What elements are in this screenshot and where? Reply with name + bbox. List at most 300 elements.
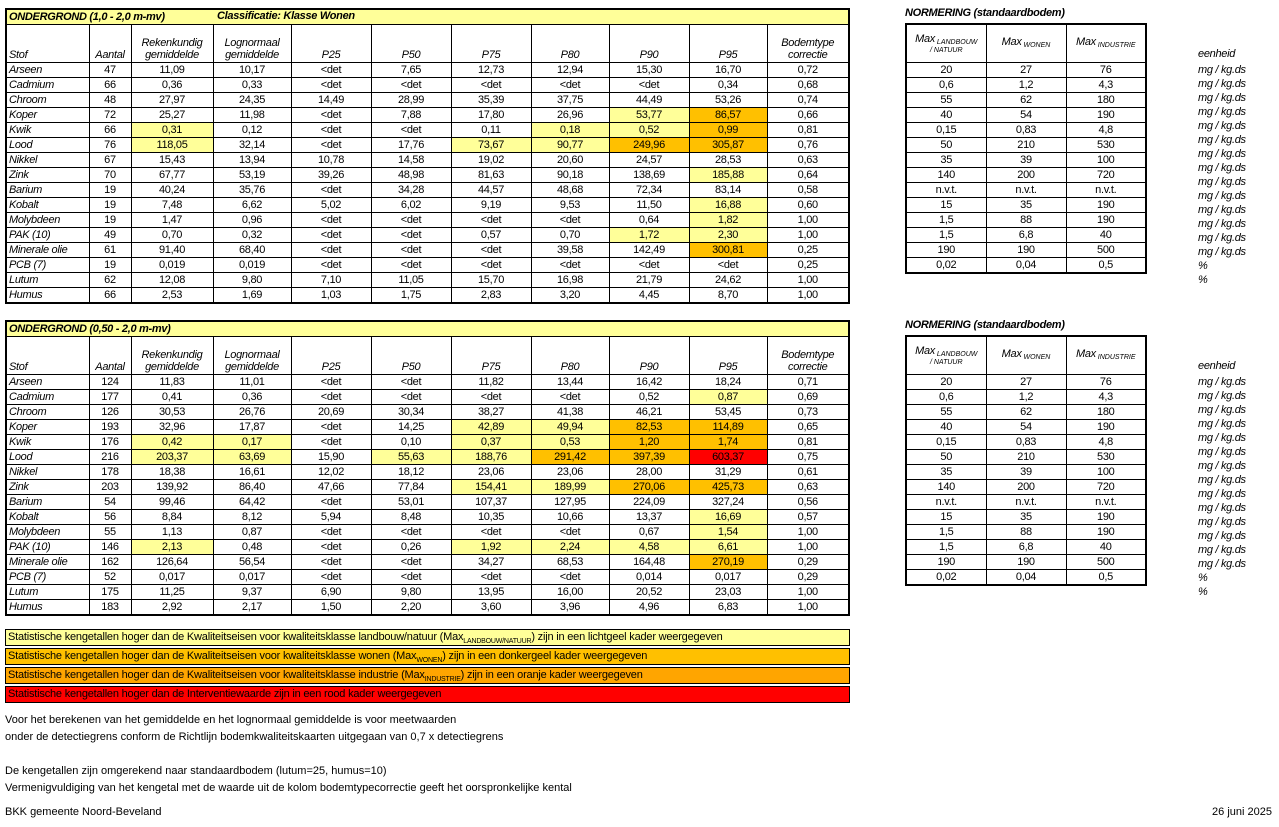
value-cell: 126,64 [131,555,213,570]
normering-value-cell: 35 [906,465,986,480]
value-cell: 1,20 [609,435,689,450]
table-row-minerale-olie [6,555,849,570]
value-cell: 0,10 [371,435,451,450]
column-header-row [6,337,849,375]
normering-column-header-wonen [986,24,1066,63]
value-cell: 0,87 [213,525,291,540]
column-header-p95: P95 [689,25,767,63]
value-cell: 18,12 [371,465,451,480]
value-cell: 11,09 [131,63,213,78]
stof-cell: Humus [6,288,89,304]
normering-value-cell: 0,02 [906,258,986,274]
stof-cell: Minerale olie [6,555,89,570]
value-cell: 1,69 [213,288,291,304]
value-cell: 0,87 [689,390,767,405]
value-cell: 41,38 [531,405,609,420]
unit-value: mg / kg.ds [1198,232,1246,244]
value-cell: 91,40 [131,243,213,258]
value-cell: <det [291,228,371,243]
table-row-zink [6,168,849,183]
normering-row [906,435,1146,450]
value-cell: 49,94 [531,420,609,435]
normering-value-cell: 4,3 [1066,390,1146,405]
value-cell: 0,017 [131,570,213,585]
max-label: Max [1075,36,1096,48]
value-cell: 0,41 [131,390,213,405]
value-cell: 0,53 [531,435,609,450]
value-cell: 17,87 [213,420,291,435]
normering-value-cell: 50 [906,138,986,153]
eenheid-label: eenheid [1198,360,1236,372]
value-cell: 34,27 [451,555,531,570]
normering-value-cell: 0,83 [986,435,1066,450]
value-cell: 39,58 [531,243,609,258]
value-cell: 185,88 [689,168,767,183]
value-cell: 11,50 [609,198,689,213]
stof-cell: Lood [6,138,89,153]
value-cell: 28,99 [371,93,451,108]
value-cell: 23,06 [451,465,531,480]
table-row-lutum [6,273,849,288]
value-cell: 12,02 [291,465,371,480]
normering-value-cell: 39 [986,465,1066,480]
value-cell: <det [291,540,371,555]
normering-value-cell: 40 [906,108,986,123]
legend-subscript: INDUSTRIE [424,676,461,684]
value-cell: 21,79 [609,273,689,288]
value-cell: 55,63 [371,450,451,465]
max-subscript: LANDBOUW [934,350,978,358]
value-cell: 11,98 [213,108,291,123]
legend-row: Statistische kengetallen hoger dan de Interventiewaarde zijn in een rood kader weergegeven [5,686,850,703]
value-cell: 0,52 [609,390,689,405]
value-cell: 162 [89,555,131,570]
stof-cell: Kobalt [6,198,89,213]
value-cell: 48 [89,93,131,108]
footnotes [5,712,572,797]
table-title-cell [6,321,849,337]
column-header-p50: P50 [371,337,451,375]
table-row-koper [6,420,849,435]
value-cell: 12,94 [531,63,609,78]
value-cell: 9,53 [531,198,609,213]
value-cell: 0,73 [767,405,849,420]
table-row-molybdeen [6,213,849,228]
stof-cell: Nikkel [6,465,89,480]
value-cell: 4,96 [609,600,689,616]
value-cell: 13,94 [213,153,291,168]
column-header-stof: Stof [6,25,89,63]
value-cell: 8,48 [371,510,451,525]
value-cell: 1,00 [767,600,849,616]
table-row-chroom [6,93,849,108]
value-cell: 14,58 [371,153,451,168]
value-cell: 2,53 [131,288,213,304]
value-cell: <det [451,78,531,93]
legend-subscript: LANDBOUW/NATUUR [463,638,532,646]
value-cell: 0,29 [767,570,849,585]
value-cell: 66 [89,123,131,138]
value-cell: <det [291,213,371,228]
value-cell: <det [291,555,371,570]
table-row-molybdeen [6,525,849,540]
value-cell: 0,34 [689,78,767,93]
normering-value-cell: 190 [906,555,986,570]
legend-row: Statistische kengetallen hoger dan de Kwaliteitseisen voor kwaliteitsklasse landbouw/natuur (Max$_{LANDBOUW/NATUUR}$) zijn in een lichtgeel kader weergegeven [5,629,850,646]
normering-row [906,375,1146,390]
value-cell: <det [689,258,767,273]
value-cell: 327,24 [689,495,767,510]
footnote-line: Voor het berekenen van het gemiddelde en het lognormaal gemiddelde is voor meetwaarden [5,714,457,726]
normering-row [906,123,1146,138]
value-cell: 0,12 [213,123,291,138]
value-cell: 44,49 [609,93,689,108]
stof-cell: Molybdeen [6,525,89,540]
footnote-line: De kengetallen zijn omgerekend naar standaardbodem (lutum=25, humus=10) [5,765,387,777]
value-cell: 61 [89,243,131,258]
normering-row [906,405,1146,420]
value-cell: 18,24 [689,375,767,390]
value-cell: 0,26 [371,540,451,555]
table-row-pak-10 [6,228,849,243]
value-cell: 124 [89,375,131,390]
value-cell: 183 [89,600,131,616]
value-cell: 67 [89,153,131,168]
table-row-kwik [6,123,849,138]
value-cell: 6,61 [689,540,767,555]
normering-title-2: NORMERING (standaardbodem) [905,319,1065,331]
normering-value-cell: n.v.t. [1066,495,1146,510]
max-label: Max [915,32,935,45]
value-cell: 54 [89,495,131,510]
value-cell: 5,94 [291,510,371,525]
normering-value-cell: 54 [986,420,1066,435]
value-cell: 16,98 [531,273,609,288]
value-cell: 6,83 [689,600,767,616]
value-cell: 25,27 [131,108,213,123]
value-cell: 0,017 [213,570,291,585]
normering-value-cell: 500 [1066,243,1146,258]
value-cell: 7,48 [131,198,213,213]
value-cell: <det [291,123,371,138]
normering-value-cell: 88 [986,213,1066,228]
normering-header-row [906,24,1146,63]
value-cell: 11,82 [451,375,531,390]
normering-value-cell: 100 [1066,153,1146,168]
column-header-bodemtype-correctie: Bodemtype correctie [767,337,849,375]
value-cell: 0,52 [609,123,689,138]
unit-value: mg / kg.ds [1198,134,1246,146]
value-cell: 73,67 [451,138,531,153]
normering-value-cell: 35 [986,198,1066,213]
normering-value-cell: n.v.t. [986,183,1066,198]
value-cell: 0,76 [767,138,849,153]
value-cell: <det [371,555,451,570]
value-cell: 34,28 [371,183,451,198]
value-cell: 2,20 [371,600,451,616]
value-cell: <det [451,258,531,273]
value-cell: 42,89 [451,420,531,435]
normering-value-cell: n.v.t. [906,183,986,198]
value-cell: 0,75 [767,450,849,465]
table-row-pak-10 [6,540,849,555]
normering-value-cell: 190 [1066,213,1146,228]
value-cell: 2,92 [131,600,213,616]
table-title: ONDERGROND (1,0 - 2,0 m-mv) [9,10,165,23]
value-cell: 188,76 [451,450,531,465]
value-cell: 63,69 [213,450,291,465]
unit-value: mg / kg.ds [1198,162,1246,174]
value-cell: <det [531,390,609,405]
normering-value-cell: 500 [1066,555,1146,570]
value-cell: 83,14 [689,183,767,198]
normering-row [906,63,1146,78]
unit-value: mg / kg.ds [1198,92,1246,104]
column-header-stof: Stof [6,337,89,375]
value-cell: 76 [89,138,131,153]
table-row-lood [6,450,849,465]
value-cell: 146 [89,540,131,555]
normering-value-cell: 27 [986,63,1066,78]
value-cell: 17,80 [451,108,531,123]
normering-value-cell: 190 [1066,510,1146,525]
column-header-row [6,25,849,63]
footnote-spacer [5,746,572,763]
normering-row [906,390,1146,405]
value-cell: 2,17 [213,600,291,616]
value-cell: 23,03 [689,585,767,600]
value-cell: 10,66 [531,510,609,525]
normering-value-cell: 1,5 [906,228,986,243]
column-header-p90: P90 [609,25,689,63]
normering-value-cell: 62 [986,405,1066,420]
value-cell: 0,81 [767,123,849,138]
normering-value-cell: 6,8 [986,540,1066,555]
stof-cell: Chroom [6,93,89,108]
stof-cell: Kwik [6,435,89,450]
value-cell: <det [531,258,609,273]
value-cell: 13,95 [451,585,531,600]
normering-value-cell: 40 [906,420,986,435]
table-row-cadmium [6,390,849,405]
value-cell: <det [451,570,531,585]
normering-row [906,465,1146,480]
value-cell: 176 [89,435,131,450]
value-cell: 11,83 [131,375,213,390]
table-row-barium [6,183,849,198]
normering-row [906,198,1146,213]
stof-cell: Molybdeen [6,213,89,228]
value-cell: 46,21 [609,405,689,420]
unit-value: mg / kg.ds [1198,446,1246,458]
normering-column-header-industrie [1066,336,1146,375]
unit-value: % [1198,260,1208,272]
value-cell: 14,49 [291,93,371,108]
value-cell: 0,32 [213,228,291,243]
value-cell: 56 [89,510,131,525]
value-cell: <det [291,63,371,78]
table-row-cadmium [6,78,849,93]
value-cell: 0,99 [689,123,767,138]
value-cell: 1,00 [767,288,849,304]
column-header-lognormaal-gemiddelde: Lognormaal gemiddelde [213,25,291,63]
value-cell: 2,83 [451,288,531,304]
value-cell: 20,60 [531,153,609,168]
value-cell: 0,81 [767,435,849,450]
table-row-lood [6,138,849,153]
value-cell: <det [291,495,371,510]
value-cell: 216 [89,450,131,465]
value-cell: 6,62 [213,198,291,213]
value-cell: <det [371,390,451,405]
table-row-zink [6,480,849,495]
value-cell: 17,76 [371,138,451,153]
value-cell: 20,52 [609,585,689,600]
value-cell: <det [609,78,689,93]
normering-value-cell: 0,04 [986,258,1066,274]
stof-cell: PCB (7) [6,570,89,585]
value-cell: 16,88 [689,198,767,213]
value-cell: 19 [89,183,131,198]
value-cell: <det [371,243,451,258]
value-cell: <det [609,258,689,273]
value-cell: 126 [89,405,131,420]
value-cell: 72 [89,108,131,123]
column-header-aantal: Aantal [89,25,131,63]
value-cell: <det [291,375,371,390]
normering-value-cell: 1,5 [906,213,986,228]
normering-row [906,540,1146,555]
normering-value-cell: 140 [906,480,986,495]
table-row-humus [6,600,849,616]
value-cell: 52 [89,570,131,585]
value-cell: <det [291,138,371,153]
value-cell: 0,17 [213,435,291,450]
footer-date: 26 juni 2025 [1212,806,1272,818]
normering-value-cell: 210 [986,450,1066,465]
unit-value: mg / kg.ds [1198,78,1246,90]
value-cell: 90,18 [531,168,609,183]
value-cell: 10,17 [213,63,291,78]
value-cell: 1,00 [767,540,849,555]
value-cell: 5,02 [291,198,371,213]
value-cell: 2,24 [531,540,609,555]
normering-value-cell: 0,04 [986,570,1066,586]
stof-cell: Kwik [6,123,89,138]
normering-value-cell: 62 [986,93,1066,108]
value-cell: 0,31 [131,123,213,138]
value-cell: 47 [89,63,131,78]
value-cell: 1,74 [689,435,767,450]
value-cell: 1,00 [767,273,849,288]
value-cell: 38,27 [451,405,531,420]
normering-value-cell: n.v.t. [986,495,1066,510]
value-cell: 203 [89,480,131,495]
value-cell: 0,36 [131,78,213,93]
value-cell: 3,96 [531,600,609,616]
column-header-p95: P95 [689,337,767,375]
value-cell: 49 [89,228,131,243]
stof-cell: Chroom [6,405,89,420]
value-cell: 27,97 [131,93,213,108]
value-cell: 107,37 [451,495,531,510]
value-cell: 99,46 [131,495,213,510]
value-cell: 0,017 [689,570,767,585]
value-cell: 0,63 [767,480,849,495]
normering-value-cell: 4,8 [1066,435,1146,450]
value-cell: 0,11 [451,123,531,138]
value-cell: 0,18 [531,123,609,138]
unit-value: mg / kg.ds [1198,390,1246,402]
value-cell: 40,24 [131,183,213,198]
normering-row [906,138,1146,153]
value-cell: <det [531,78,609,93]
value-cell: 19 [89,213,131,228]
value-cell: 66 [89,288,131,304]
value-cell: 7,65 [371,63,451,78]
column-header-bodemtype-correctie: Bodemtype correctie [767,25,849,63]
normering-value-cell: 0,83 [986,123,1066,138]
value-cell: 0,64 [609,213,689,228]
value-cell: <det [531,570,609,585]
normering-title-1: NORMERING (standaardbodem) [905,7,1065,19]
value-cell: 12,73 [451,63,531,78]
value-cell: 56,54 [213,555,291,570]
normering-value-cell: 4,3 [1066,78,1146,93]
value-cell: 86,40 [213,480,291,495]
normering-row [906,153,1146,168]
unit-value: mg / kg.ds [1198,544,1246,556]
normering-value-cell: 6,8 [986,228,1066,243]
normering-row [906,108,1146,123]
unit-value: mg / kg.ds [1198,204,1246,216]
value-cell: 7,88 [371,108,451,123]
value-cell: 48,68 [531,183,609,198]
value-cell: 66 [89,78,131,93]
table-row-arseen [6,63,849,78]
eenheid-column-1 [1198,23,1276,287]
value-cell: 0,61 [767,465,849,480]
value-cell: 8,84 [131,510,213,525]
stof-cell: PAK (10) [6,228,89,243]
value-cell: 175 [89,585,131,600]
normering-value-cell: 720 [1066,168,1146,183]
normering-row [906,420,1146,435]
table-row-humus [6,288,849,304]
table-row-barium [6,495,849,510]
normering-value-cell: 0,15 [906,435,986,450]
column-header-p80: P80 [531,25,609,63]
normering-value-cell: 190 [906,243,986,258]
column-header-rekenkundig-gemiddelde: Rekenkundig gemiddelde [131,25,213,63]
value-cell: <det [291,243,371,258]
max-subscript: / NATUUR [929,358,963,366]
value-cell: 12,08 [131,273,213,288]
value-cell: 1,72 [609,228,689,243]
value-cell: 1,00 [767,228,849,243]
value-cell: 1,82 [689,213,767,228]
unit-value: mg / kg.ds [1198,460,1246,472]
value-cell: 55 [89,525,131,540]
unit-value: mg / kg.ds [1198,530,1246,542]
value-cell: 15,90 [291,450,371,465]
column-header-p75: P75 [451,25,531,63]
value-cell: 0,58 [767,183,849,198]
value-cell: 10,35 [451,510,531,525]
normering-value-cell: 1,2 [986,78,1066,93]
value-cell: 20,69 [291,405,371,420]
normering-value-cell: 40 [1066,228,1146,243]
